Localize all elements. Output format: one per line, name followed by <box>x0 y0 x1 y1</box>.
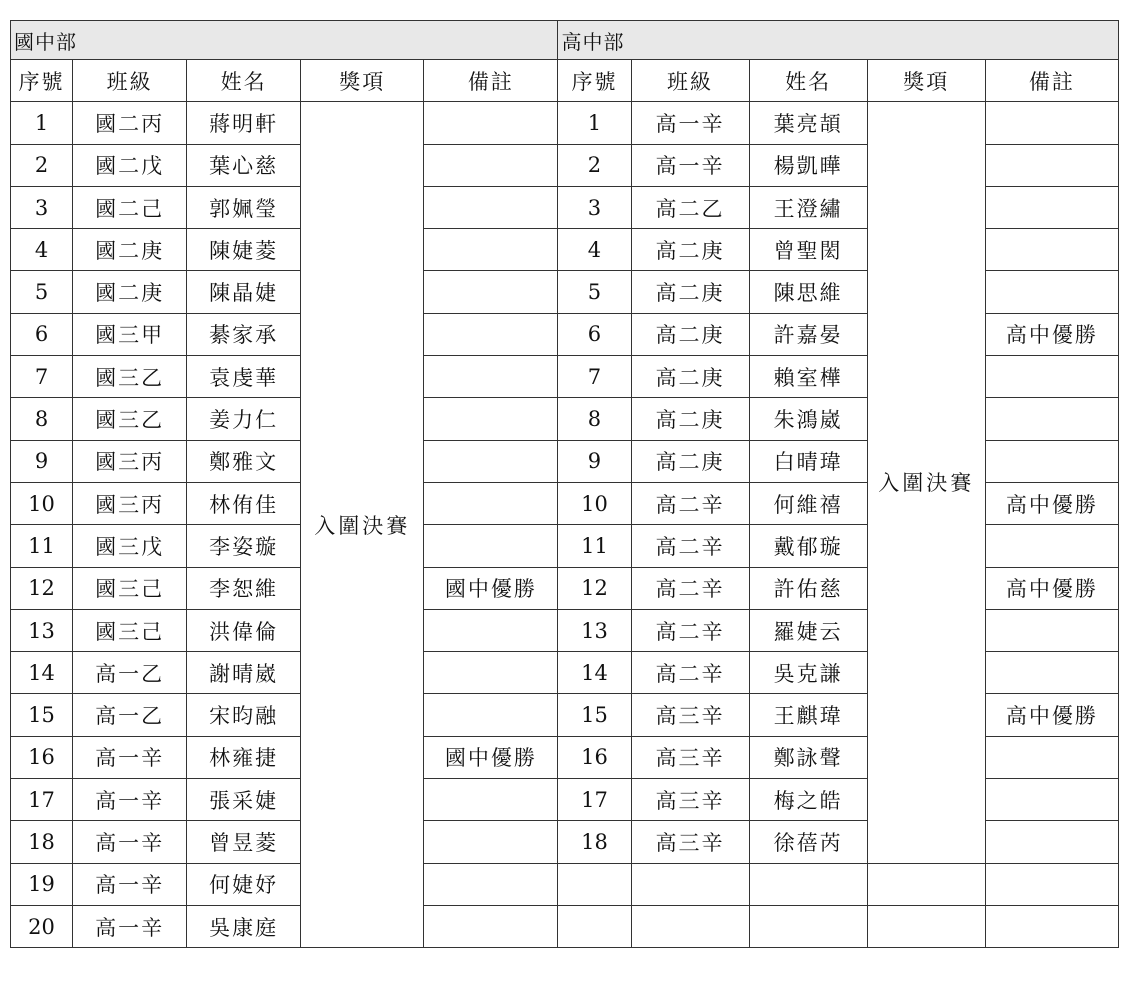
senior-no: 6 <box>558 313 631 355</box>
senior-name: 羅婕云 <box>749 609 867 651</box>
senior-empty-cell <box>749 905 867 947</box>
junior-name: 林侑佳 <box>187 482 301 524</box>
senior-class: 高三辛 <box>631 779 749 821</box>
senior-class: 高二辛 <box>631 609 749 651</box>
senior-no: 16 <box>558 736 631 778</box>
senior-class: 高三辛 <box>631 694 749 736</box>
senior-note: 高中優勝 <box>985 482 1118 524</box>
senior-note <box>985 779 1118 821</box>
junior-class: 國二戊 <box>73 144 187 186</box>
senior-name: 何維禧 <box>749 482 867 524</box>
senior-name: 許佑慈 <box>749 567 867 609</box>
junior-note <box>424 313 558 355</box>
junior-note: 國中優勝 <box>424 567 558 609</box>
senior-class: 高二庚 <box>631 313 749 355</box>
junior-no: 20 <box>11 905 73 947</box>
senior-header-class: 班級 <box>631 60 749 102</box>
table-body <box>11 21 1119 948</box>
junior-note <box>424 440 558 482</box>
senior-no: 1 <box>558 102 631 144</box>
junior-note <box>424 271 558 313</box>
junior-name: 吳康庭 <box>187 905 301 947</box>
junior-note: 國中優勝 <box>424 736 558 778</box>
senior-class: 高三辛 <box>631 736 749 778</box>
junior-note <box>424 779 558 821</box>
senior-name: 葉亮頡 <box>749 102 867 144</box>
junior-class: 高一辛 <box>73 736 187 778</box>
senior-name: 鄭詠聲 <box>749 736 867 778</box>
senior-class: 高二乙 <box>631 186 749 228</box>
junior-class: 國三己 <box>73 567 187 609</box>
junior-no: 15 <box>11 694 73 736</box>
junior-class: 國三己 <box>73 609 187 651</box>
junior-no: 4 <box>11 229 73 271</box>
junior-note <box>424 652 558 694</box>
senior-no: 14 <box>558 652 631 694</box>
junior-name: 林雍捷 <box>187 736 301 778</box>
senior-name: 陳思維 <box>749 271 867 313</box>
junior-no: 6 <box>11 313 73 355</box>
senior-note <box>985 736 1118 778</box>
junior-no: 19 <box>11 863 73 905</box>
junior-class: 高一乙 <box>73 652 187 694</box>
junior-name: 陳婕菱 <box>187 229 301 271</box>
junior-class: 國三戊 <box>73 525 187 567</box>
junior-name: 葉心慈 <box>187 144 301 186</box>
table-row <box>11 905 1119 947</box>
senior-class: 高三辛 <box>631 821 749 863</box>
senior-no: 15 <box>558 694 631 736</box>
junior-no: 12 <box>11 567 73 609</box>
junior-no: 10 <box>11 482 73 524</box>
senior-no: 4 <box>558 229 631 271</box>
senior-note <box>985 440 1118 482</box>
junior-name: 陳晶婕 <box>187 271 301 313</box>
senior-note <box>985 229 1118 271</box>
senior-no: 17 <box>558 779 631 821</box>
senior-name: 王澄繡 <box>749 186 867 228</box>
senior-empty-cell <box>558 863 631 905</box>
junior-no: 8 <box>11 398 73 440</box>
junior-header-name: 姓名 <box>187 60 301 102</box>
senior-header-no: 序號 <box>558 60 631 102</box>
senior-note <box>985 652 1118 694</box>
junior-no: 2 <box>11 144 73 186</box>
junior-class: 國三乙 <box>73 398 187 440</box>
senior-empty-cell <box>631 905 749 947</box>
senior-no: 10 <box>558 482 631 524</box>
senior-class: 高二庚 <box>631 271 749 313</box>
senior-no: 2 <box>558 144 631 186</box>
senior-class: 高二辛 <box>631 482 749 524</box>
senior-empty-cell <box>558 905 631 947</box>
junior-header-no: 序號 <box>11 60 73 102</box>
header-row <box>11 60 1119 102</box>
junior-no: 18 <box>11 821 73 863</box>
junior-name: 張采婕 <box>187 779 301 821</box>
senior-no: 18 <box>558 821 631 863</box>
senior-note: 高中優勝 <box>985 313 1118 355</box>
senior-empty-cell <box>749 863 867 905</box>
senior-empty-cell <box>867 905 985 947</box>
junior-no: 11 <box>11 525 73 567</box>
junior-name: 曾昱菱 <box>187 821 301 863</box>
junior-name: 宋昀融 <box>187 694 301 736</box>
junior-name: 鄭雅文 <box>187 440 301 482</box>
junior-header-class: 班級 <box>73 60 187 102</box>
junior-name: 李恕維 <box>187 567 301 609</box>
senior-no: 13 <box>558 609 631 651</box>
junior-class: 國二庚 <box>73 271 187 313</box>
junior-no: 9 <box>11 440 73 482</box>
junior-name: 李姿璇 <box>187 525 301 567</box>
junior-class: 國三甲 <box>73 313 187 355</box>
junior-class: 國三丙 <box>73 482 187 524</box>
senior-name: 許嘉晏 <box>749 313 867 355</box>
junior-section-title: 國中部 <box>11 21 558 60</box>
senior-name: 楊凱曄 <box>749 144 867 186</box>
senior-note <box>985 821 1118 863</box>
junior-name: 何婕妤 <box>187 863 301 905</box>
senior-name: 白晴瑋 <box>749 440 867 482</box>
senior-name: 曾聖閎 <box>749 229 867 271</box>
senior-award: 入圍決賽 <box>867 102 985 863</box>
senior-name: 戴郁璇 <box>749 525 867 567</box>
junior-class: 國二丙 <box>73 102 187 144</box>
senior-class: 高二庚 <box>631 356 749 398</box>
table-row <box>11 863 1119 905</box>
senior-note <box>985 144 1118 186</box>
junior-note <box>424 609 558 651</box>
senior-empty-cell <box>867 863 985 905</box>
junior-class: 國二己 <box>73 186 187 228</box>
junior-no: 7 <box>11 356 73 398</box>
senior-class: 高二庚 <box>631 398 749 440</box>
senior-note <box>985 609 1118 651</box>
junior-no: 14 <box>11 652 73 694</box>
senior-note <box>985 186 1118 228</box>
senior-class: 高二辛 <box>631 525 749 567</box>
junior-award: 入圍決賽 <box>301 102 424 948</box>
senior-note: 高中優勝 <box>985 567 1118 609</box>
junior-note <box>424 821 558 863</box>
junior-note <box>424 102 558 144</box>
senior-class: 高一辛 <box>631 144 749 186</box>
senior-empty-cell <box>631 863 749 905</box>
senior-header-name: 姓名 <box>749 60 867 102</box>
junior-header-award: 獎項 <box>301 60 424 102</box>
junior-class: 高一辛 <box>73 779 187 821</box>
junior-no: 16 <box>11 736 73 778</box>
results-table <box>10 20 1119 948</box>
senior-note <box>985 271 1118 313</box>
junior-no: 17 <box>11 779 73 821</box>
senior-no: 7 <box>558 356 631 398</box>
senior-class: 高二庚 <box>631 229 749 271</box>
junior-note <box>424 905 558 947</box>
junior-class: 高一辛 <box>73 863 187 905</box>
senior-name: 吳克謙 <box>749 652 867 694</box>
junior-class: 高一辛 <box>73 905 187 947</box>
senior-empty-cell <box>985 863 1118 905</box>
junior-header-note: 備註 <box>424 60 558 102</box>
senior-name: 朱鴻崴 <box>749 398 867 440</box>
senior-no: 8 <box>558 398 631 440</box>
junior-name: 洪偉倫 <box>187 609 301 651</box>
junior-name: 郭姵瑩 <box>187 186 301 228</box>
junior-note <box>424 229 558 271</box>
senior-no: 3 <box>558 186 631 228</box>
junior-note <box>424 482 558 524</box>
senior-note <box>985 398 1118 440</box>
senior-name: 梅之皓 <box>749 779 867 821</box>
senior-no: 5 <box>558 271 631 313</box>
junior-note <box>424 525 558 567</box>
junior-note <box>424 356 558 398</box>
junior-no: 1 <box>11 102 73 144</box>
junior-name: 蔣明軒 <box>187 102 301 144</box>
junior-no: 5 <box>11 271 73 313</box>
senior-no: 9 <box>558 440 631 482</box>
junior-class: 高一乙 <box>73 694 187 736</box>
table-row <box>11 102 1119 144</box>
junior-note <box>424 144 558 186</box>
junior-name: 綦家承 <box>187 313 301 355</box>
senior-header-award: 獎項 <box>867 60 985 102</box>
junior-name: 姜力仁 <box>187 398 301 440</box>
senior-note: 高中優勝 <box>985 694 1118 736</box>
junior-class: 國二庚 <box>73 229 187 271</box>
senior-name: 徐蓓芮 <box>749 821 867 863</box>
senior-note <box>985 525 1118 567</box>
junior-no: 13 <box>11 609 73 651</box>
senior-section-title: 高中部 <box>558 21 1119 60</box>
junior-name: 謝晴崴 <box>187 652 301 694</box>
senior-class: 高二庚 <box>631 440 749 482</box>
junior-note <box>424 694 558 736</box>
senior-class: 高一辛 <box>631 102 749 144</box>
junior-class: 國三乙 <box>73 356 187 398</box>
junior-name: 袁虔華 <box>187 356 301 398</box>
senior-class: 高二辛 <box>631 652 749 694</box>
senior-header-note: 備註 <box>985 60 1118 102</box>
section-row <box>11 21 1119 60</box>
senior-note <box>985 356 1118 398</box>
senior-no: 11 <box>558 525 631 567</box>
junior-note <box>424 863 558 905</box>
senior-class: 高二辛 <box>631 567 749 609</box>
senior-empty-cell <box>985 905 1118 947</box>
senior-name: 賴室樺 <box>749 356 867 398</box>
junior-note <box>424 398 558 440</box>
junior-no: 3 <box>11 186 73 228</box>
senior-no: 12 <box>558 567 631 609</box>
junior-class: 國三丙 <box>73 440 187 482</box>
junior-class: 高一辛 <box>73 821 187 863</box>
senior-name: 王麒瑋 <box>749 694 867 736</box>
senior-note <box>985 102 1118 144</box>
junior-note <box>424 186 558 228</box>
